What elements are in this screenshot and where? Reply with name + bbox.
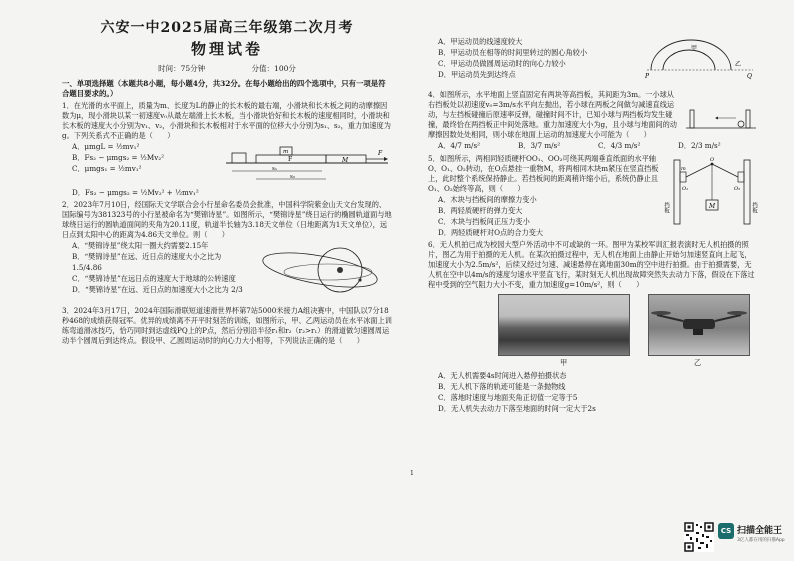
q3-continued [428, 36, 758, 88]
exam-subtitle: 物理试卷 [190, 40, 263, 58]
q3-option-c: C．甲运动员做圆周运动时的向心力较小 [438, 59, 566, 68]
q4-figure [684, 104, 758, 134]
question-2 [62, 200, 392, 304]
q6-option-c: C．落地时速度与地面夹角正切值一定等于5 [438, 393, 578, 402]
q3-fig-label-P: P [645, 73, 650, 80]
q3-fig-label-jia: 甲 [691, 45, 698, 52]
q6-option-b: B．无人机下落的轨迹可能是一条抛物线 [438, 382, 566, 391]
drone-icon [649, 295, 749, 355]
q2-option-b: B．“樊锦诗星”在远、近日点的速度大小之比为 1.5/4.86 [72, 252, 222, 272]
question-3 [62, 306, 392, 346]
q6-photo-yi [648, 294, 750, 356]
q1-fig-label-F: F [288, 156, 293, 163]
question-5-stem: 5．如图所示，两相同轻质硬杆OO₁、OO₂可绕其两端垂直纸面的水平轴O、O₁、O₂转动，在O点悬挂一重物M，将两相同木块m紧压在竖直挡板上，此时整个系统保持静止。若挡板间的距离稍许缩小后，系统仍静止且O₁、O₂始终等高，则（ ） [428, 154, 659, 193]
question-3-stem: 3．2024年3月17日，2024年国际滑联短道速滑世界杯第7站5000米接力A组决赛中，中国队以7分18秒468的成绩获得冠军。优异的成绩离不开平时刻苦的训练，如图所示，甲、乙两运动员在水平冰面上训练弯道滑冰技巧，恰巧同时到达虚线PQ上的P点，然后分别沿半径r₁和r₂（r₂>r₁）的滑道做匀速圆周运动半个圆周后到达终点。假设甲、乙圆周运动时的向心力大小相等，下列说法正确的是（ ） [62, 306, 392, 345]
q5-fig-label-m: m [681, 166, 686, 172]
q1-figure [222, 141, 392, 185]
q6-label-yi: 乙 [694, 358, 702, 367]
q2-option-d: D．“樊锦诗星”在远、近日点的加速度大小之比为 2/3 [72, 285, 243, 294]
q2-option-a: A．“樊锦诗星”绕太阳一圈大约需要2.15年 [72, 241, 209, 250]
q3-fig-label-yi: 乙 [735, 61, 742, 68]
q6-option-a: A．无人机需要4s时间进入悬停拍摄状态 [438, 371, 567, 380]
exam-meta [62, 63, 392, 75]
q4-option-a: A．4/7 m/s² [438, 141, 481, 150]
question-5 [428, 154, 758, 238]
q5-fig-label-right: 挡板 [751, 202, 757, 213]
q5-figure [663, 156, 758, 228]
q1-fig-label-s1: s₁ [272, 166, 278, 172]
q1-option-b: B．Fs₂ − μmgs₂ = ½Mv₂² [72, 153, 165, 162]
page-number: 1 [410, 470, 414, 477]
q5-option-a: A．木块与挡板间的摩擦力变小 [438, 195, 537, 204]
question-4-stem: 4．如图所示，水平地面上竖直固定有两块等高挡板，其间距为3m。一小球从右挡板处以初速度v₀=3m/s水平向左抛出，若小球在两板之间做匀减速直线运动，与左挡板碰撞后原速率反弹，碰撞时间不计，已知小球与两挡板均发生碰撞，最终恰在两挡板正中间处落地。重力加速度大小为g，且小球与地面间的动摩擦因数处处相同，则小球在地面上运动的加速度大小可能为（ ） [428, 90, 677, 139]
q1-fig-label-s2: s₂ [290, 174, 296, 180]
q5-fig-label-M: M [709, 203, 716, 210]
question-4 [428, 90, 758, 152]
scanner-logo: CS [718, 523, 734, 539]
exam-time: 时间：75分钟 [158, 64, 206, 73]
q3-fig-label-Q: Q [747, 73, 752, 80]
q6-photo-jia [498, 294, 630, 356]
q3-track-figure [643, 36, 758, 80]
q3-option-a: A．甲运动员的线速度较大 [438, 37, 523, 46]
q5-fig-label-O: O [710, 157, 715, 163]
q4-options [438, 140, 758, 152]
qr-code-icon [684, 522, 714, 552]
q5-option-d: D．两轻质硬杆对O点的合力变大 [438, 228, 544, 237]
q5-fig-label-O2: O₂ [734, 186, 741, 192]
q2-option-c: C．“樊锦诗星”在远日点的速度大于地球的公转速度 [72, 274, 236, 283]
scanner-app-name: 扫描全能王 [737, 526, 783, 536]
q5-option-b: B．两轻质硬杆的弹力变大 [438, 206, 523, 215]
q4-option-d: D．2/3 m/s² [678, 141, 721, 150]
q1-fig-label-F2: F [378, 150, 383, 157]
exam-title: 六安一中2025届高三年级第二次月考 [100, 20, 354, 36]
q5-option-c: C．木块与挡板间正压力变小 [438, 217, 530, 226]
q1-fig-label-M: M [342, 157, 349, 164]
question-1-stem: 1．在光滑的水平面上，质量为m、长度为L的静止的长木板的最右端，小滑块和长木板之间的动摩擦因数为μ，现小滑块以某一初速度v₀从最左端滑上长木板，当小滑块恰好和长木板的速度相同时，小滑块和长木板的速度大小分别为v₁、v₂，小滑块和长木板相对于水平面的位移大小分别为s₁、s₂，重力加速度为g。下列关系式不正确的是（ ） [62, 101, 391, 140]
q6-label-jia: 甲 [560, 358, 568, 367]
q3-option-b: B．甲运动员在相等的时间里转过的圆心角较小 [438, 48, 588, 57]
q1-option-a: A．μmgL = ½mv₁² [72, 142, 140, 151]
question-6 [428, 240, 758, 414]
q2-orbit-figure [258, 240, 388, 302]
exam-score: 分值：100分 [251, 64, 296, 73]
left-column [62, 18, 392, 346]
question-1 [62, 101, 392, 198]
q1-fig-label-m: m [283, 149, 289, 155]
q1-option-d: D．Fs₂ − μmgs₂ = ½Mv₂² + ½mv₁² [72, 188, 199, 197]
q4-option-c: C．4/3 m/s² [598, 141, 641, 150]
question-2-stem: 2．2023年7月10日，经国际天文学联合会小行星命名委员会批准，中国科学院紫金山天文台发现的、国际编号为381323号的小行星被命名为“樊锦诗星”。如图所示，“樊锦诗星”绕日运行的椭圆轨道面与地球绕日运行的圆轨道面间的夹角为20.11度，轨道半长轴为3.18天文单位（日地距离为1天文单位），远日点到太阳中心的距离为4.86天文单位。则（ ） [62, 200, 392, 239]
scanner-app-tagline: 3亿人都在用的扫描App [737, 538, 785, 543]
q1-option-c: C．μmgs₁ = ½mv₁² [72, 164, 142, 173]
q3-option-d: D．甲运动员先到达终点 [438, 70, 516, 79]
question-6-stem: 6．无人机拍已成为校园大型户外活动中不可或缺的一环。图甲为某校军训汇报表演时无人机拍摄的照片，图乙为用于拍摄的无人机。在某次拍摄过程中，无人机在地面上由静止开始匀加速竖直向上起飞，加速度大小为2.5m/s²，后续又经过匀速、减速悬停在离地面30m的空中进行拍摄。由于拍摄需要，无人机在空中以4m/s的速度匀速水平竖直飞行，某时刻无人机出现故障突然失去动力下落，假设在下落过程中受到的空气阻力大小不变，重力加速度g=10m/s²，则（ ） [428, 240, 755, 289]
section-heading: 一、单项选择题（本题共8小题，每小题4分，共32分。在每小题给出的四个选项中，只有一项是符合题目要求的。） [62, 79, 386, 98]
q6-option-d: D．无人机失去动力下落至地面的时间一定大于2s [438, 404, 596, 413]
right-column [428, 36, 758, 414]
q4-option-b: B．3/7 m/s² [518, 141, 561, 150]
q5-fig-label-left: 挡板 [663, 202, 669, 213]
q5-fig-label-O1: O₁ [682, 186, 689, 192]
